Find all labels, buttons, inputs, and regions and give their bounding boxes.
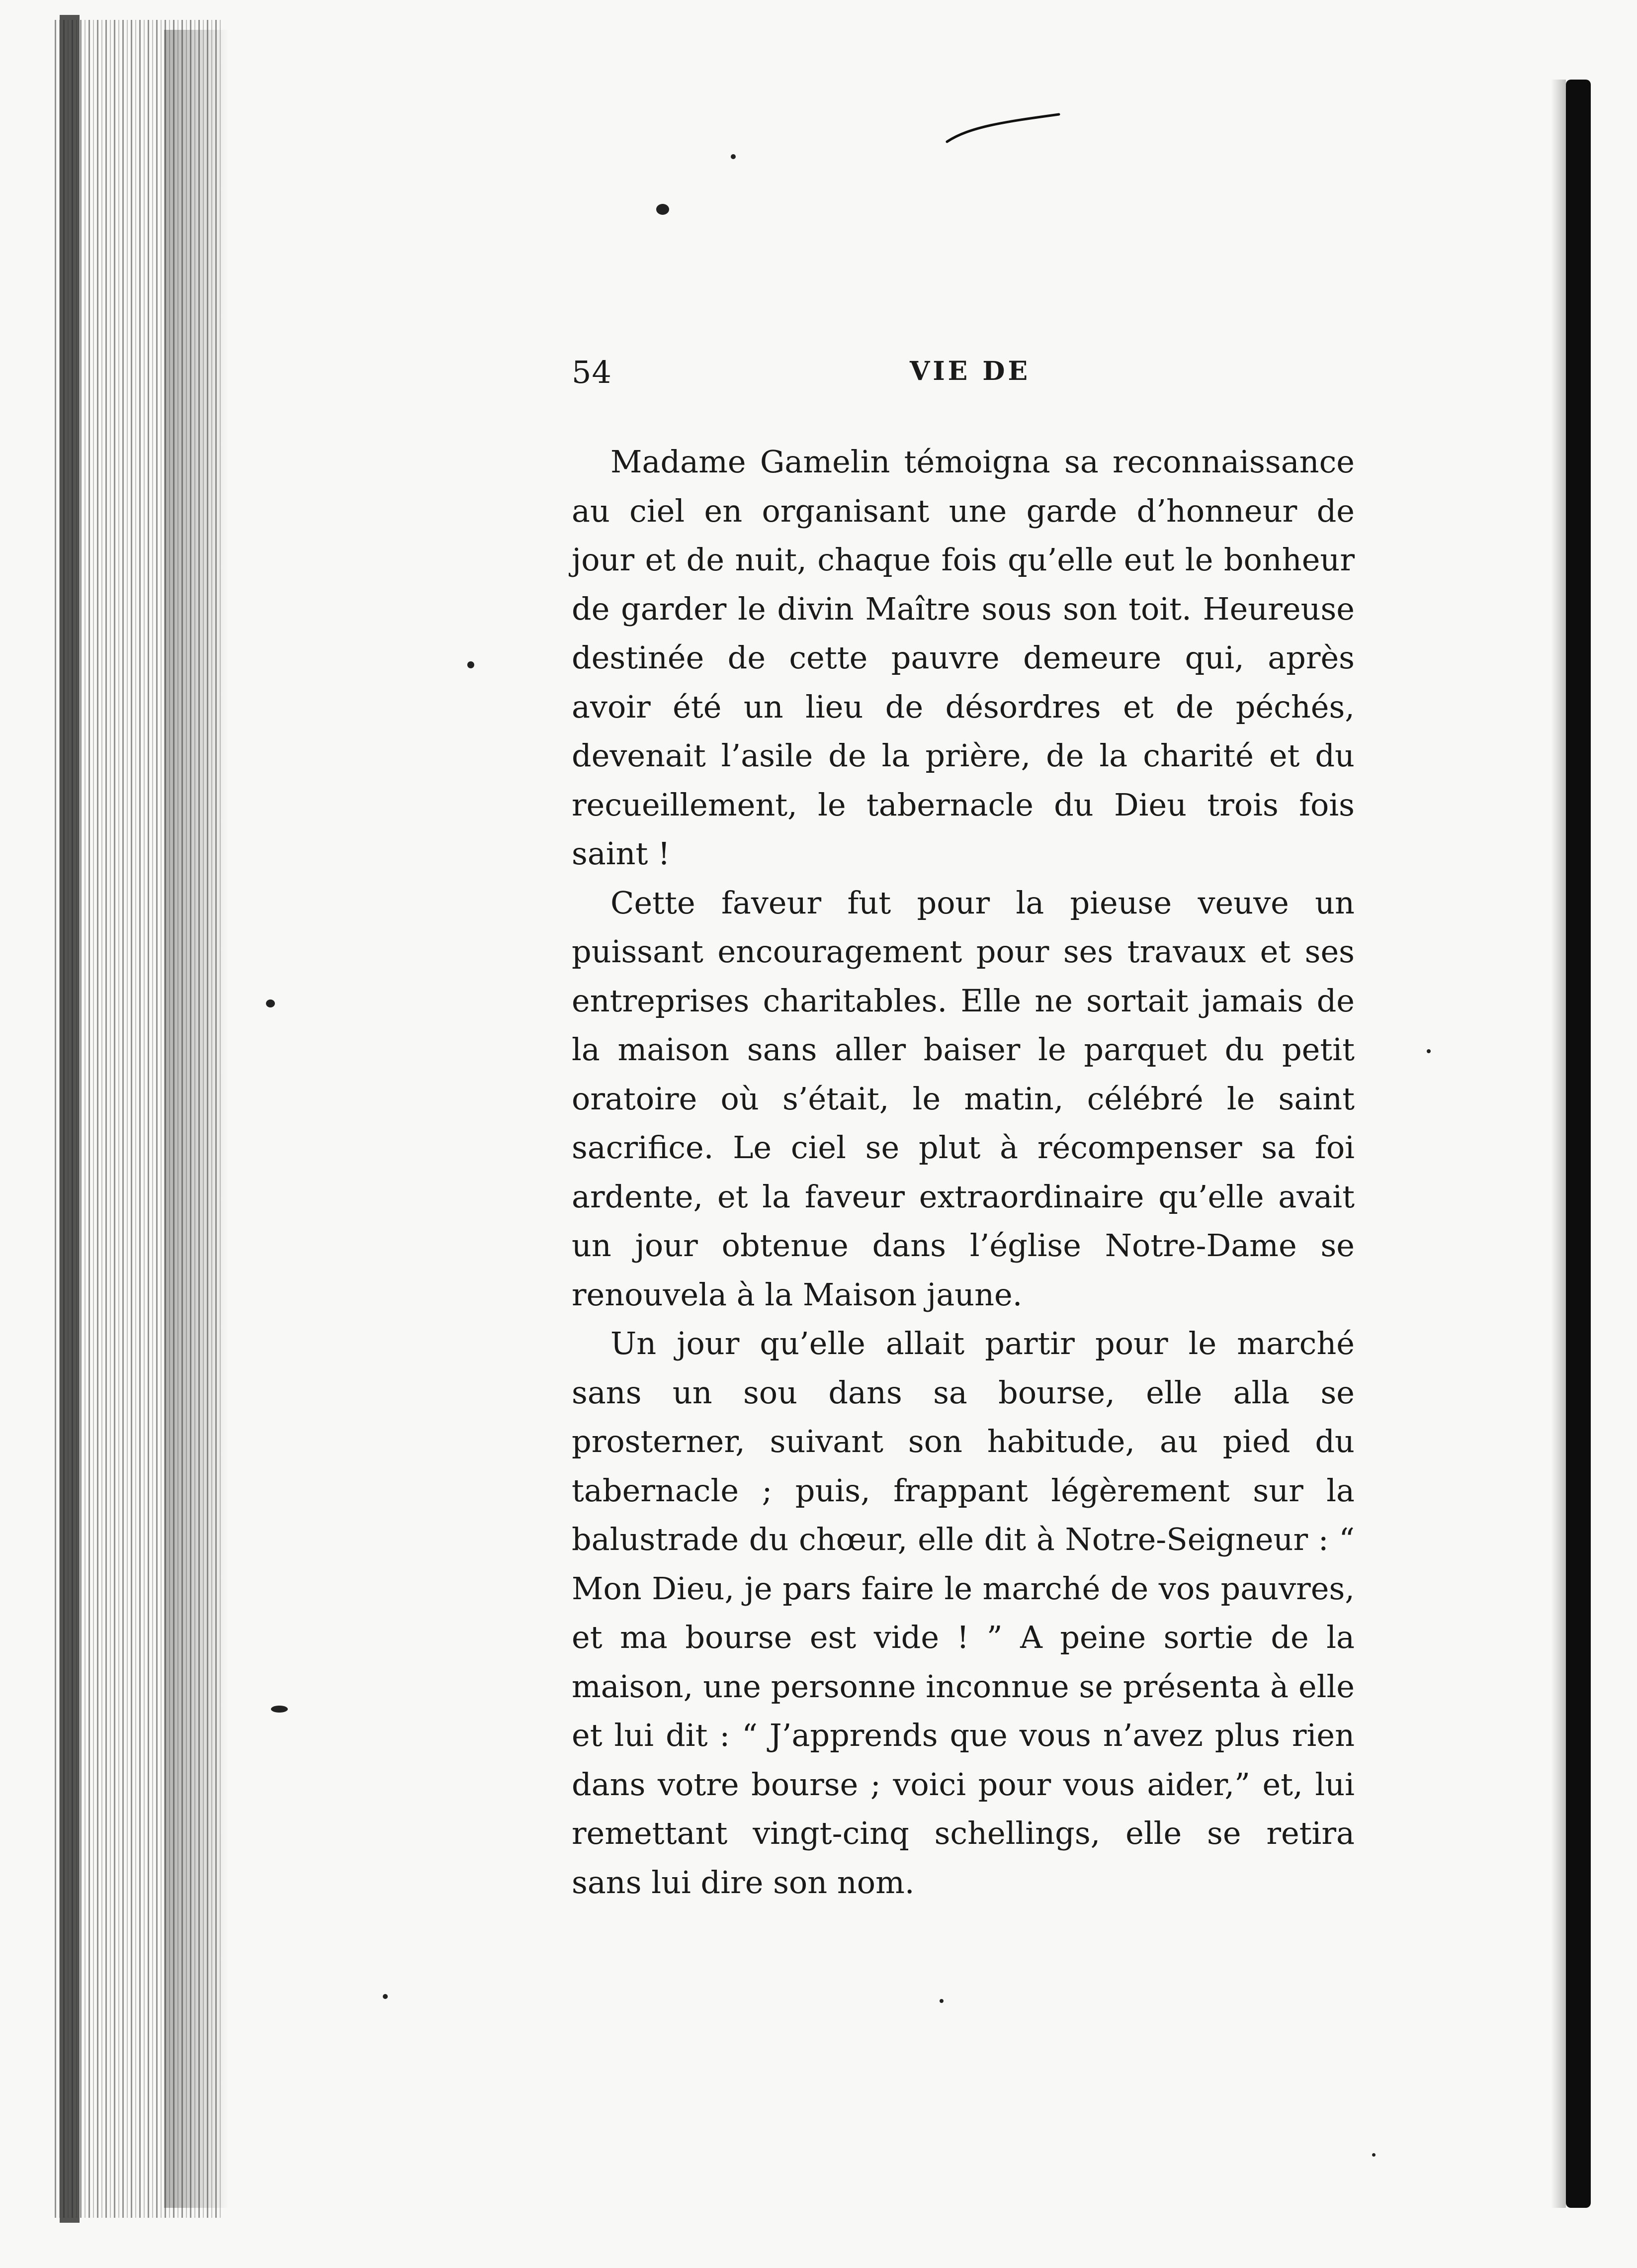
- paragraph: Madame Gamelin témoigna sa reconnaissance au ciel en organisant une garde d’honneur de jour et de nuit, chaque fois qu’elle eut le bonheur de garder le divin Maître sous son toit. Heureuse destinée de cette pauvre demeure qui, après avoir été un lieu de désordres et de péchés, devenait l’asile de la prière, de la charité et du recueillement, le tabernacle du Dieu trois fois saint !: [572, 444, 1355, 872]
- ink-speck: [731, 154, 736, 159]
- ink-speck: [383, 1994, 388, 1999]
- right-edge-shadow: [1551, 80, 1566, 2208]
- ink-speck: [1427, 1049, 1431, 1053]
- ink-speck: [266, 999, 275, 1007]
- binding-edge: [60, 15, 80, 2223]
- paragraph: Un jour qu’elle allait partir pour le marché sans un sou dans sa bourse, elle alla se prosterner, suivant son habitude, au pied du tabernacle ; puis, frappant légèrement sur la balustrade du chœur, elle dit à Notre-Seigneur : “ Mon Dieu, je pars faire le marché de vos pauvres, et ma bourse est vide ! ” A peine sortie de la maison, une personne inconnue se présenta à elle et lui dit : “ J’apprends que vous n’avez plus rien dans votre bourse ; voici pour vous aider,” et, lui remettant vingt-cinq schellings, elle se retira sans lui dire son nom.: [572, 1325, 1355, 1901]
- ink-speck: [1372, 2153, 1376, 2157]
- ink-speck: [467, 661, 474, 668]
- pen-mark: [945, 107, 1064, 152]
- ink-speck: [271, 1706, 288, 1713]
- right-page-edge: [1566, 80, 1591, 2208]
- page-number: 54: [572, 354, 612, 390]
- body-text: [572, 438, 1355, 1907]
- ink-speck: [656, 204, 669, 215]
- ink-speck: [940, 1999, 944, 2003]
- gutter-shadow: [164, 30, 229, 2208]
- running-head: VIE DE: [910, 356, 1031, 386]
- paragraph: Cette faveur fut pour la pieuse veuve un puissant encouragement pour ses travaux et ses entreprises charitables. Elle ne sortait jamais de la maison sans aller baiser le parquet du petit oratoire où s’était, le matin, célébré le saint sacrifice. Le ciel se plut à récompenser sa foi ardente, et la faveur extraordinaire qu’elle avait un jour obtenue dans l’église Notre-Dame se renouvela à la Maison jaune.: [572, 884, 1355, 1313]
- page-header: [572, 354, 1355, 394]
